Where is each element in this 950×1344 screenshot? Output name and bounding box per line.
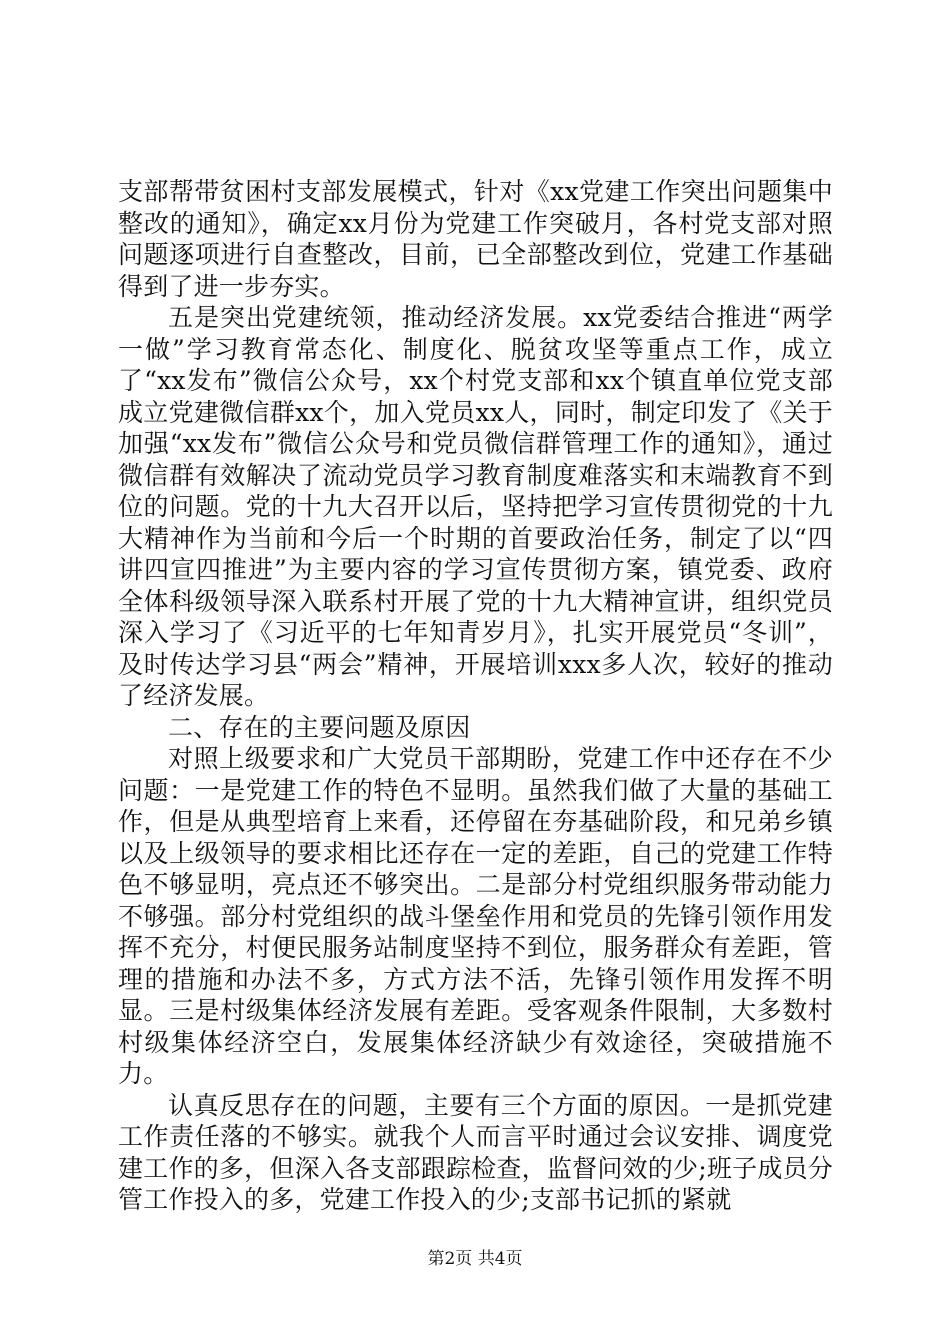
paragraph-point-five: 五是突出党建统领，推动经济发展。xx党委结合推进“两学一做”学习教育常态化、制度化、脱贫攻坚等重点工作，成立了“xx发布”微信公众号，xx个村党支部和xx个镇直单位党支部成立党建微信群xx个，加入党员xx人，同时，制定印发了《关于加强“xx发布”微信公众号和党员微信群管理工作的通知》，通过微信群有效解决了流动党员学习教育制度难落实和末端教育不到位的问题。党的十九大召开以后，坚持把学习宣传贯彻党的十九大精神作为当前和今后一个时期的首要政治任务，制定了以“四讲四宣四推进”为主要内容的学习宣传贯彻方案，镇党委、政府全体科级领导深入联系村开展了党的十九大精神宣讲，组织党员深入学习了《习近平的七年知青岁月》，扎实开展党员“冬训”，及时传达学习县“两会”精神，开展培训xxx多人次，较好的推动了经济发展。 (118, 303, 833, 710)
page-footer: 第2页 共4页 (427, 1249, 523, 1269)
document-body (118, 176, 833, 1216)
paragraph-continuation: 支部帮带贫困村支部发展模式，针对《xx党建工作突出问题集中整改的通知》，确定xx月份为党建工作突破月，各村党支部对照问题逐项进行自查整改，目前，已全部整改到位，党建工作基础得到了进一步夯实。 (118, 177, 833, 301)
paragraph-problems: 对照上级要求和广大党员干部期盼，党建工作中还存在不少问题：一是党建工作的特色不显明。虽然我们做了大量的基础工作，但是从典型培育上来看，还停留在夯基础阶段，和兄弟乡镇以及上级领导的要求相比还存在一定的差距，自己的党建工作特色不够显明，亮点还不够突出。二是部分村党组织服务带动能力不够强。部分村党组织的战斗堡垒作用和党员的先锋引领作用发挥不充分，村便民服务站制度坚持不到位，服务群众有差距，管理的措施和办法不多，方式方法不活，先锋引领作用发挥不明显。三是村级集体经济发展有差距。受客观条件限制，大多数村村级集体经济空白，发展集体经济缺少有效途径，突破措施不力。 (118, 744, 833, 1088)
section-heading-problems: 二、存在的主要问题及原因 (168, 712, 471, 742)
paragraph-reasons: 认真反思存在的问题，主要有三个方面的原因。一是抓党建工作责任落的不够实。就我个人而言平时通过会议安排、调度党建工作的多，但深入各支部跟踪检查，监督问效的少;班子成员分管工作投入的多，党建工作投入的少;支部书记抓的紧就 (118, 1090, 833, 1214)
